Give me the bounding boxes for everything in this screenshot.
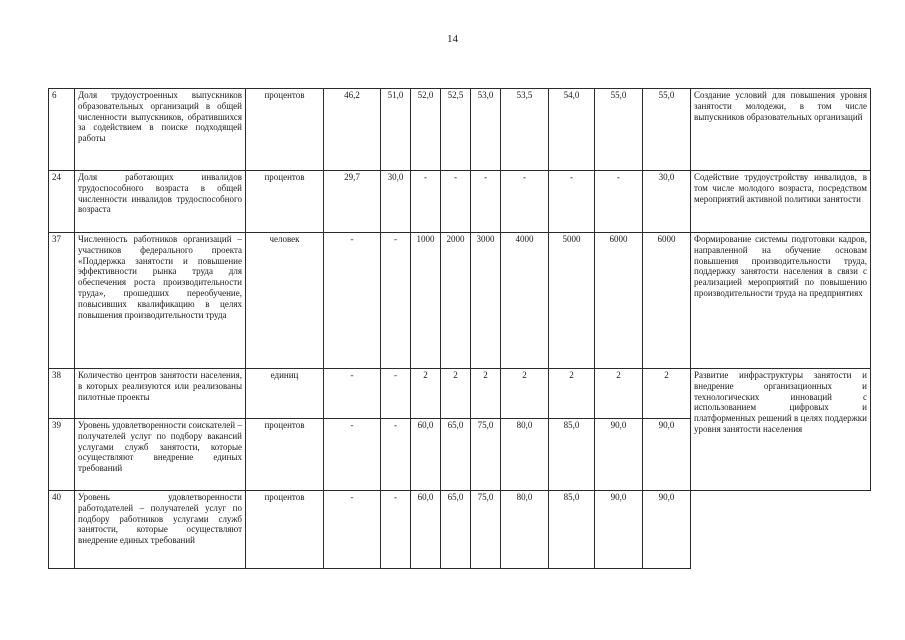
value-cell: 65,0 xyxy=(441,419,471,491)
value-cell: 85,0 xyxy=(549,419,595,491)
value-cell: 2 xyxy=(411,369,441,419)
value-cell: - xyxy=(324,491,381,569)
value-cell: - xyxy=(381,419,411,491)
value-cell: 90,0 xyxy=(643,491,691,569)
table-row xyxy=(49,89,871,171)
value-cell: 2 xyxy=(471,369,501,419)
value-cell: - xyxy=(381,491,411,569)
value-cell: 2 xyxy=(441,369,471,419)
value-cell: - xyxy=(471,171,501,233)
indicator-name: Количество центров занятости населения, в которых реализуются или реализованы пилотные проекты xyxy=(75,369,246,419)
row-number: 24 xyxy=(49,171,75,233)
value-cell: 2 xyxy=(549,369,595,419)
value-cell: 3000 xyxy=(471,233,501,369)
value-cell: 4000 xyxy=(501,233,549,369)
value-cell: 2000 xyxy=(441,233,471,369)
table-row xyxy=(49,491,871,569)
value-cell: 6000 xyxy=(643,233,691,369)
value-cell: 75,0 xyxy=(471,419,501,491)
value-cell: 30,0 xyxy=(381,171,411,233)
value-cell: 5000 xyxy=(549,233,595,369)
empty-measure-cell xyxy=(691,491,871,569)
value-cell: 80,0 xyxy=(501,419,549,491)
value-cell: 6000 xyxy=(595,233,643,369)
indicator-name: Доля трудоустроенных выпускников образовательных организаций в общей численности выпускников, обратившихся за содействием в поиске подходящей работы xyxy=(75,89,246,171)
unit: процентов xyxy=(246,89,324,171)
value-cell: - xyxy=(324,233,381,369)
value-cell: - xyxy=(381,369,411,419)
unit: процентов xyxy=(246,171,324,233)
value-cell: - xyxy=(381,233,411,369)
value-cell: 30,0 xyxy=(643,171,691,233)
value-cell: 51,0 xyxy=(381,89,411,171)
value-cell: 52,0 xyxy=(411,89,441,171)
value-cell: 85,0 xyxy=(549,491,595,569)
measure-cell: Создание условий для повышения уровня занятости молодежи, в том числе выпускников образовательных организаций xyxy=(691,89,871,171)
value-cell: 2 xyxy=(595,369,643,419)
unit: процентов xyxy=(246,419,324,491)
indicator-name: Уровень удовлетворенности соискателей – получателей услуг по подбору вакансий услугами служб занятости, которые осуществляют внедрение единых требований xyxy=(75,419,246,491)
indicator-name: Доля работающих инвалидов трудоспособного возраста в общей численности инвалидов трудоспособного возраста xyxy=(75,171,246,233)
value-cell: 90,0 xyxy=(595,491,643,569)
unit: единиц xyxy=(246,369,324,419)
table-row xyxy=(49,233,871,369)
row-number: 6 xyxy=(49,89,75,171)
value-cell: - xyxy=(441,171,471,233)
value-cell: 55,0 xyxy=(643,89,691,171)
value-cell: 29,7 xyxy=(324,171,381,233)
value-cell: 60,0 xyxy=(411,419,441,491)
value-cell: 80,0 xyxy=(501,491,549,569)
measure-cell: Формирование системы подготовки кадров, направленной на обучение основам повышения производительности труда, поддержку занятости населения в связи с реализацией мероприятий по повышению производительности труда на предприятиях xyxy=(691,233,871,369)
value-cell: 60,0 xyxy=(411,491,441,569)
value-cell: 2 xyxy=(643,369,691,419)
row-number: 37 xyxy=(49,233,75,369)
value-cell: 55,0 xyxy=(595,89,643,171)
value-cell: 75,0 xyxy=(471,491,501,569)
value-cell: - xyxy=(324,419,381,491)
page-number: 14 xyxy=(447,33,458,45)
value-cell: 53,0 xyxy=(471,89,501,171)
value-cell: - xyxy=(411,171,441,233)
value-cell: 46,2 xyxy=(324,89,381,171)
value-cell: 90,0 xyxy=(643,419,691,491)
value-cell: - xyxy=(501,171,549,233)
value-cell: 90,0 xyxy=(595,419,643,491)
value-cell: 52,5 xyxy=(441,89,471,171)
indicator-name: Численность работников организаций – участников федерального проекта «Поддержка занятости и повышение эффективности рынка труда для обеспечения роста производительности труда», прошедших переобучение, повысивших квалификацию в целях повышения производительности труда xyxy=(75,233,246,369)
row-number: 39 xyxy=(49,419,75,491)
indicators-table xyxy=(48,88,871,569)
value-cell: - xyxy=(549,171,595,233)
value-cell: - xyxy=(595,171,643,233)
table-row xyxy=(49,369,871,419)
value-cell: 65,0 xyxy=(441,491,471,569)
table-row xyxy=(49,171,871,233)
unit: человек xyxy=(246,233,324,369)
row-number: 38 xyxy=(49,369,75,419)
unit: процентов xyxy=(246,491,324,569)
value-cell: 2 xyxy=(501,369,549,419)
value-cell: 1000 xyxy=(411,233,441,369)
row-number: 40 xyxy=(49,491,75,569)
value-cell: - xyxy=(324,369,381,419)
measure-cell: Содействие трудоустройству инвалидов, в том числе молодого возраста, посредством мероприятий активной политики занятости xyxy=(691,171,871,233)
indicator-name: Уровень удовлетворенности работодателей – получателей услуг по подбору работников услугами служб занятости, которые осуществляют внедрение единых требований xyxy=(75,491,246,569)
measure-cell: Развитие инфраструктуры занятости и внедрение организационных и технологических инноваций с использованием цифровых и платформенных решений в целях поддержки уровня занятости населения xyxy=(691,369,871,491)
value-cell: 53,5 xyxy=(501,89,549,171)
value-cell: 54,0 xyxy=(549,89,595,171)
